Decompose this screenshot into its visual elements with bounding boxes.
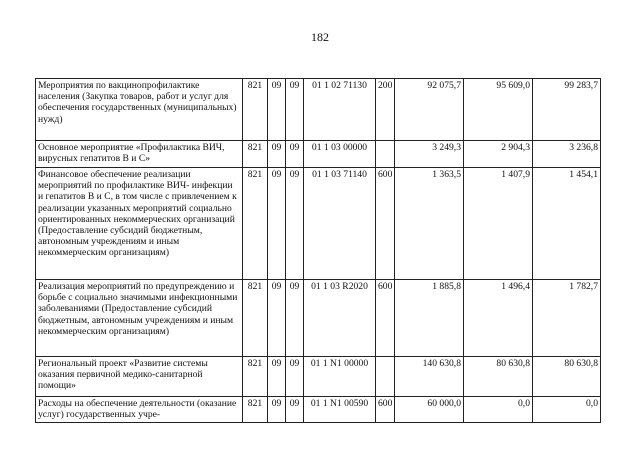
ministry-code: 821 bbox=[243, 168, 268, 280]
section-code: 09 bbox=[268, 141, 286, 168]
table-row bbox=[36, 168, 601, 280]
expense-type-code: 600 bbox=[376, 280, 395, 357]
budget-table bbox=[35, 78, 601, 423]
target-code: 01 1 03 00000 bbox=[304, 141, 376, 168]
amount-year-2: 95 609,0 bbox=[464, 79, 533, 141]
row-name: Мероприятия по вакцинопрофилактике населения (Закупка товаров, работ и услуг для обеспечения государственных (муниципальных) нужд) bbox=[36, 79, 243, 141]
target-code: 01 1 03 71140 bbox=[304, 168, 376, 280]
row-name: Финансовое обеспечение реализации мероприятий по профилактике ВИЧ- инфекции и гепатитов В и С, в том числе с привлечением к реализации указанных мероприятий социально ориентированных некоммерческих организаций (Предоставление субсидий бюджетным, автономным учреждениям и иным некоммерческим организациям) bbox=[36, 168, 243, 280]
expense-type-code: 600 bbox=[376, 397, 395, 423]
section-code: 09 bbox=[268, 79, 286, 141]
expense-type-code bbox=[376, 357, 395, 397]
subsection-code: 09 bbox=[286, 357, 304, 397]
target-code: 01 1 N1 00590 bbox=[304, 397, 376, 423]
subsection-code: 09 bbox=[286, 79, 304, 141]
row-name: Региональный проект «Развитие системы оказания первичной медико-санитарной помощи» bbox=[36, 357, 243, 397]
ministry-code: 821 bbox=[243, 397, 268, 423]
target-code: 01 1 03 R2020 bbox=[304, 280, 376, 357]
row-name: Реализация мероприятий по предупреждению и борьбе с социально значимыми инфекционными заболеваниями (Предоставление субсидий бюджетным, автономным учреждениям и иным некоммерческим организациям) bbox=[36, 280, 243, 357]
amount-year-1: 60 000,0 bbox=[395, 397, 464, 423]
expense-type-code: 600 bbox=[376, 168, 395, 280]
amount-year-3: 0,0 bbox=[533, 397, 601, 423]
table-row bbox=[36, 357, 601, 397]
amount-year-1: 3 249,3 bbox=[395, 141, 464, 168]
amount-year-1: 140 630,8 bbox=[395, 357, 464, 397]
table-row bbox=[36, 141, 601, 168]
amount-year-2: 1 407,9 bbox=[464, 168, 533, 280]
subsection-code: 09 bbox=[286, 141, 304, 168]
target-code: 01 1 02 71130 bbox=[304, 79, 376, 141]
amount-year-3: 1 782,7 bbox=[533, 280, 601, 357]
amount-year-3: 80 630,8 bbox=[533, 357, 601, 397]
row-name: Основное мероприятие «Профилактика ВИЧ, вирусных гепатитов В и С» bbox=[36, 141, 243, 168]
table-row bbox=[36, 397, 601, 423]
amount-year-1: 1 885,8 bbox=[395, 280, 464, 357]
table-row bbox=[36, 280, 601, 357]
amount-year-1: 1 363,5 bbox=[395, 168, 464, 280]
amount-year-2: 0,0 bbox=[464, 397, 533, 423]
expense-type-code: 200 bbox=[376, 79, 395, 141]
row-name: Расходы на обеспечение деятельности (оказание услуг) государственных учре- bbox=[36, 397, 243, 423]
section-code: 09 bbox=[268, 280, 286, 357]
section-code: 09 bbox=[268, 397, 286, 423]
amount-year-2: 80 630,8 bbox=[464, 357, 533, 397]
page-number: 182 bbox=[311, 30, 329, 44]
subsection-code: 09 bbox=[286, 168, 304, 280]
amount-year-3: 99 283,7 bbox=[533, 79, 601, 141]
table-row bbox=[36, 79, 601, 141]
ministry-code: 821 bbox=[243, 141, 268, 168]
subsection-code: 09 bbox=[286, 397, 304, 423]
amount-year-2: 1 496,4 bbox=[464, 280, 533, 357]
amount-year-1: 92 075,7 bbox=[395, 79, 464, 141]
amount-year-3: 3 236,8 bbox=[533, 141, 601, 168]
amount-year-3: 1 454,1 bbox=[533, 168, 601, 280]
section-code: 09 bbox=[268, 357, 286, 397]
ministry-code: 821 bbox=[243, 280, 268, 357]
amount-year-2: 2 904,3 bbox=[464, 141, 533, 168]
expense-type-code bbox=[376, 141, 395, 168]
ministry-code: 821 bbox=[243, 357, 268, 397]
target-code: 01 1 N1 00000 bbox=[304, 357, 376, 397]
subsection-code: 09 bbox=[286, 280, 304, 357]
section-code: 09 bbox=[268, 168, 286, 280]
ministry-code: 821 bbox=[243, 79, 268, 141]
